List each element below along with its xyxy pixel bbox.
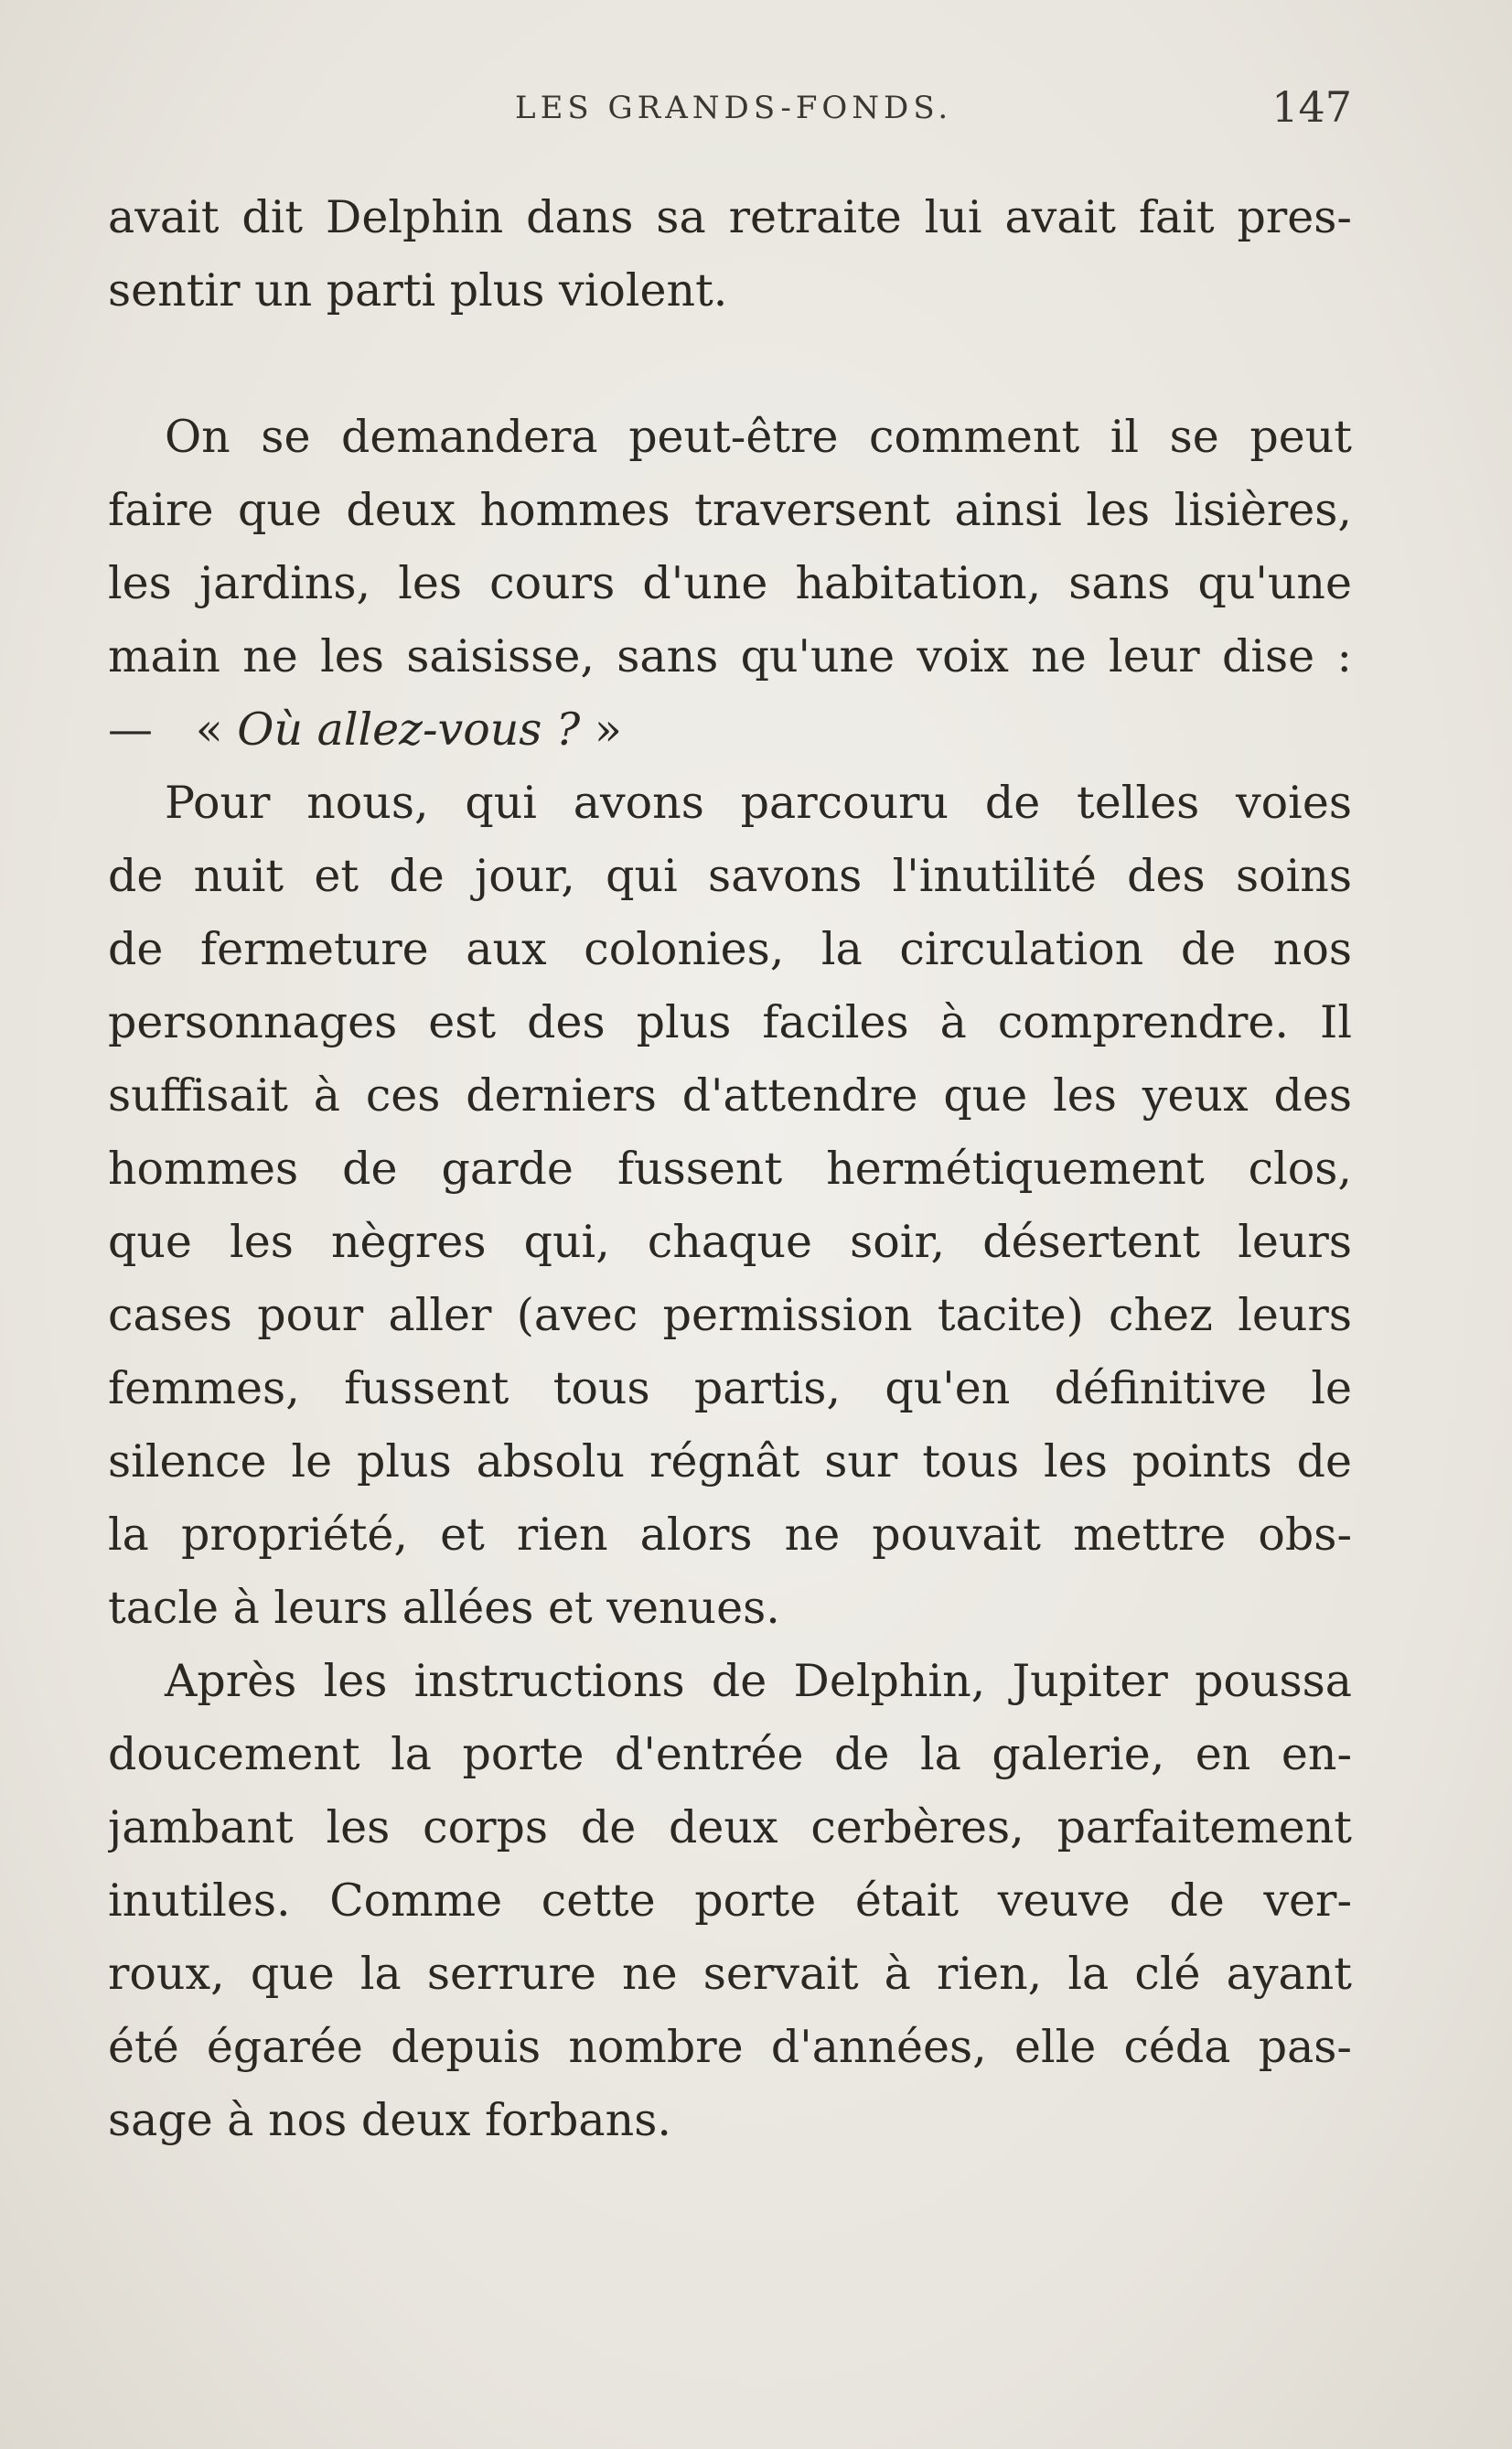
text-line: sentir un parti plus violent. [108, 264, 728, 317]
text-line: de fermeture aux colonies, la circulation de nos [108, 923, 1352, 975]
paragraph-4 [108, 1645, 1352, 2157]
quote-close-mark: » [594, 704, 622, 756]
paragraph-gap [108, 328, 1352, 401]
paragraph-1 [108, 181, 1352, 328]
text-line: femmes, fussent tous partis, qu'en définitive le [108, 1362, 1352, 1414]
text-line: inutiles. Comme cette porte était veuve de ver- [108, 1874, 1352, 1927]
page-number: 147 [1271, 82, 1352, 132]
page-header [108, 82, 1352, 145]
text-line: personnages est des plus faciles à comprendre. Il [108, 996, 1352, 1048]
text-line: main ne les saisisse, sans qu'une voix ne leur dise : [108, 630, 1352, 682]
text-line: que les nègres qui, chaque soir, désertent leurs [108, 1216, 1352, 1268]
text-line: Après les instructions de Delphin, Jupiter poussa [165, 1655, 1352, 1707]
text-line: été égarée depuis nombre d'années, elle céda pas- [108, 2021, 1352, 2073]
text-line: jambant les corps de deux cerbères, parfaitement [108, 1801, 1352, 1853]
quote-open-mark: « [195, 704, 223, 756]
quoted-question [108, 693, 1352, 767]
text-line: les jardins, les cours d'une habitation, sans qu'une [108, 557, 1352, 609]
text-line: hommes de garde fussent hermétiquement clos, [108, 1143, 1352, 1195]
text-line: suffisait à ces derniers d'attendre que les yeux des [108, 1069, 1352, 1122]
text-line: roux, que la serrure ne servait à rien, la clé ayant [108, 1948, 1352, 2000]
text-line: Pour nous, qui avons parcouru de telles voies [165, 777, 1352, 829]
text-line: la propriété, et rien alors ne pouvait mettre obs- [108, 1509, 1352, 1561]
text-line: faire que deux hommes traversent ainsi les lisières, [108, 484, 1352, 536]
text-line: sage à nos deux forbans. [108, 2094, 671, 2146]
text-line: tacle à leurs allées et venues. [108, 1582, 780, 1634]
text-line: doucement la porte d'entrée de la galerie, en en- [108, 1728, 1352, 1780]
paragraph-2 [108, 401, 1352, 767]
text-line: avait dit Delphin dans sa retraite lui avait fait pres- [108, 191, 1352, 243]
paragraph-3 [108, 767, 1352, 1645]
running-title: LES GRANDS-FONDS. [515, 90, 953, 126]
body-text [108, 181, 1352, 2157]
quote-text: Où allez-vous ? [237, 704, 581, 756]
quote-dash: — [108, 704, 153, 756]
text-line: cases pour aller (avec permission tacite) chez leurs [108, 1289, 1352, 1341]
text-line: de nuit et de jour, qui savons l'inutilité des soins [108, 850, 1352, 902]
text-line: silence le plus absolu régnât sur tous les points de [108, 1435, 1352, 1488]
text-line: On se demandera peut-être comment il se peut [165, 411, 1352, 463]
